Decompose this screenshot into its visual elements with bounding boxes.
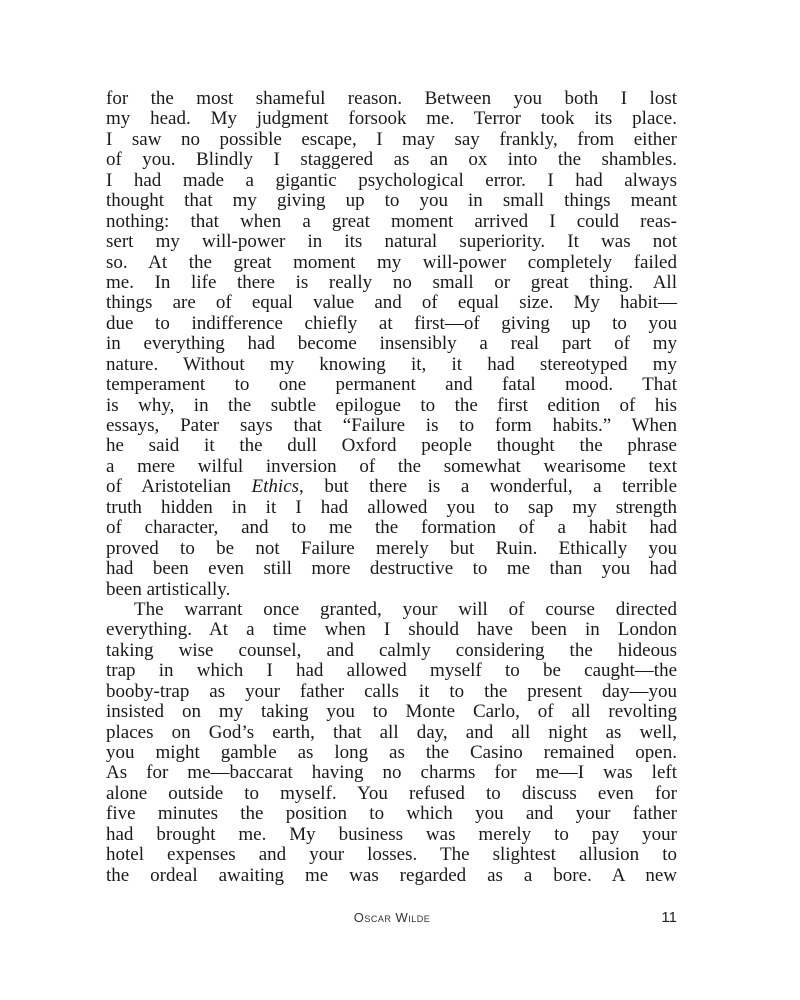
text-line: of character, and to me the formation of a habit had <box>106 517 677 539</box>
running-footer-author: Oscar Wilde <box>353 910 431 925</box>
text-line: I saw no possible escape, I may say frankly, from either <box>106 128 677 150</box>
text-line: nature. Without my knowing it, it had stereotyped my <box>106 353 677 375</box>
text-line: I had made a gigantic psychological error. I had always <box>106 169 677 191</box>
text-line: in everything had become insensibly a real part of my <box>106 333 677 355</box>
text-line: essays, Pater says that “Failure is to form habits.” When <box>106 415 677 436</box>
text-line: hotel expenses and your losses. The slightest allusion to <box>106 844 677 866</box>
text-line: he said it the dull Oxford people thought the phrase <box>106 435 677 457</box>
text-line: been artistically. <box>106 578 231 600</box>
text-line: trap in which I had allowed myself to be caught—the <box>106 660 677 682</box>
text-line: for the most shameful reason. Between you both I lost <box>106 88 677 109</box>
text-line: temperament to one permanent and fatal mood. That <box>106 374 677 396</box>
text-segment: , but there is a wonderful, a terrible <box>299 476 677 498</box>
book-title-italic: Ethics <box>251 476 300 498</box>
text-line: a mere wilful inversion of the somewhat wearisome text <box>106 455 677 477</box>
text-line: of you. Blindly I staggered as an ox into the shambles. <box>106 149 677 171</box>
text-line: due to indifference chiefly at first—of giving up to you <box>106 312 677 334</box>
text-line: everything. At a time when I should have been in London <box>106 619 677 641</box>
text-line: you might gamble as long as the Casino remained open. <box>106 742 677 763</box>
text-line: sert my will-power in its natural superiority. It was not <box>106 231 677 253</box>
text-line: things are of equal value and of equal size. My habit— <box>106 292 677 314</box>
text-line: booby-trap as your father calls it to the present day—you <box>106 680 677 702</box>
text-line: taking wise counsel, and calmly considering the hideous <box>106 639 677 661</box>
text-line <box>106 477 677 497</box>
text-line: proved to be not Failure merely but Ruin. Ethically you <box>106 537 677 559</box>
text-line: the ordeal awaiting me was regarded as a bore. A new <box>106 864 677 886</box>
text-line: me. In life there is really no small or great thing. All <box>106 271 677 293</box>
text-line: places on God’s earth, that all day, and all night as well, <box>106 721 677 743</box>
text-line: alone outside to myself. You refused to discuss even for <box>106 782 677 804</box>
body-text <box>106 89 677 886</box>
text-line: insisted on my taking you to Monte Carlo, of all revolting <box>106 701 677 723</box>
text-line: so. At the great moment my will-power completely failed <box>106 251 677 273</box>
text-segment: of Aristotelian <box>106 476 252 498</box>
text-line: thought that my giving up to you in small things meant <box>106 190 677 212</box>
text-line: nothing: that when a great moment arrived I could reas- <box>106 210 677 232</box>
text-line: As for me—baccarat having no charms for me—I was left <box>106 762 677 784</box>
text-line: my head. My judgment forsook me. Terror took its place. <box>106 108 677 130</box>
paragraph-first-line: The warrant once granted, your will of course directed <box>134 598 677 620</box>
text-line: five minutes the position to which you and your father <box>106 803 677 825</box>
text-line: is why, in the subtle epilogue to the first edition of his <box>106 394 677 416</box>
text-line: had been even still more destructive to me than you had <box>106 558 677 580</box>
page-number: 11 <box>661 909 677 926</box>
text-line: truth hidden in it I had allowed you to sap my strength <box>106 496 677 518</box>
text-line: had brought me. My business was merely to pay your <box>106 823 677 845</box>
